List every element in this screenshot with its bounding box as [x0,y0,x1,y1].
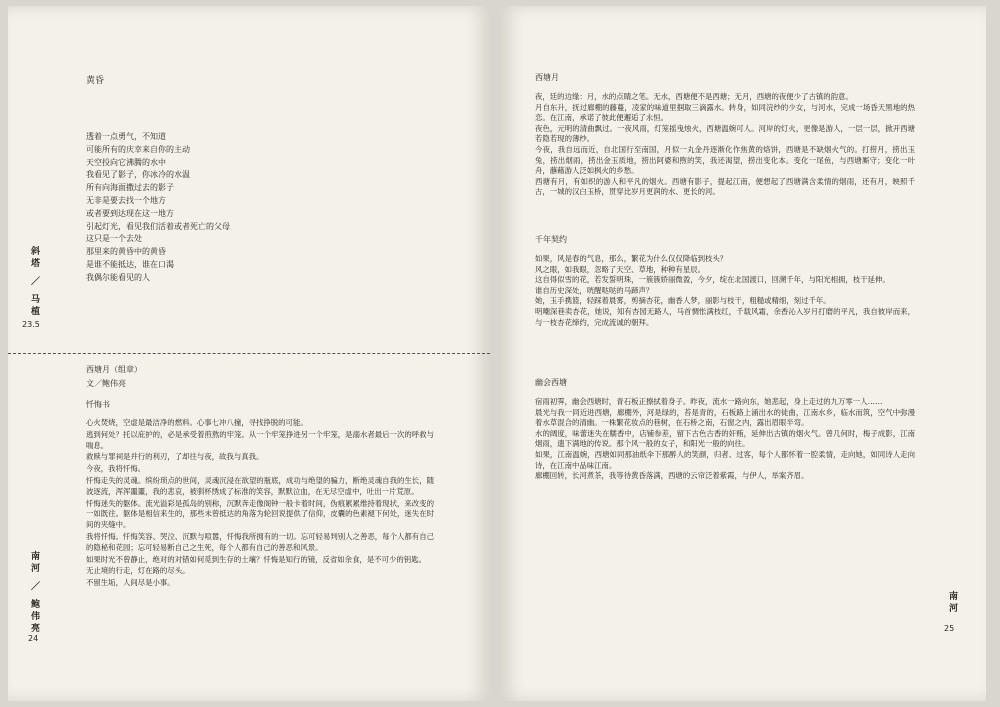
paragraph: 如果时光不曾静止，绝对的对错如何觅到生存的土壤？忏悔是知行的镜，反省如余食，是不可少的钥匙。 [86,554,426,564]
section-body [535,254,915,328]
paragraph: 廊棚回转，长河煮茶，我等待黄昏落满，西塘的云帘泛着紫霞，与伊人，举案齐眉。 [535,471,809,481]
paragraph: 晨光与我一同近进西塘，廊棚外，河是绿的，苔是青的，石板路上涌出水的徒曲，江南水乡，临水而筑，空气中弥漫着水草混合的清幽。一株繁花妆点的巷树，在石桥之南，石窗之内，露出眉眼半弯。 [535,407,915,428]
poem-line: 透着一点勇气，不知道 [86,132,166,141]
page-number: 24 [28,634,39,643]
paragraph: 不留生垢，人间尽是小事。 [86,578,175,588]
byline: 文／鲍伟亮 [86,379,126,388]
paragraph: 西塘有月，有如织的游人和平凡的烟火。西塘有影子，提起江南，便想起了西塘满含柔情的烟雨，还有月，映照千古，一城的汉白玉桥，贯穿比岁月更润的水、更长的河。 [535,176,915,197]
section-body [535,397,915,482]
paragraph: 今夜，我自远而近，自北国行至南国，月似一丸金丹逐渐化作焦黄的烙饼，西塘是不缺烟火气的。打捞月，捞出玉兔，捞出烟雨，捞出金玉质地，捞出阿婆和煦的笑，我还渴望，捞出变化本。变化一尾鱼，与西塘厮守；变化一叶舟，蘸藉游人泛如枫火的乡愁。 [535,144,915,176]
poem-line: 所有向海面撒过去的影子 [86,183,174,193]
paragraph: 夜，廷的边缘：月，水的点睛之笔。无水，西塘便不是西塘；无月，西塘的夜便少了古镇的韵意。 [535,92,853,101]
poem-line: 天空投向它沸腾的水中 [86,157,166,167]
paragraph: 如果，风是春的气息，那么，繁花为什么仅仅降临到枝头？ [535,254,728,263]
paragraph: 宿雨初霁，幽会西塘时，青石板正擦拭着身子。昨夜，流水一路向东，她悲起，身上走过的九万零一人…… [535,397,883,406]
paragraph: 我将忏悔。忏悔笑容、哭泣、沉默与喧嚣，忏悔我所拥有的一切。忘可轻易判别人之善恶，每个人都有自己的隐秘和花园；忘可轻易断自己之生死，每个人都有自己的善恶和风景。 [86,531,434,552]
right-section [535,234,915,328]
right-section [535,72,915,198]
section-body [535,92,915,198]
paragraph: 无止境的行走，灯在路的尽头。 [86,566,190,576]
section-divider [8,353,490,354]
paragraph: 她，玉手携篮，轻踩着晨雾，剪摘杏花，幽香人梦，丽影与枝干，粗糙或精细，刻过千年。 [535,296,831,306]
paragraph: 心火焚烧，空虚是最洁净的燃料。心事七冲八撞，寻找挣脱的可能。 [86,418,308,427]
poem-line: 可能所有的庆幸来自你的主动 [86,144,190,154]
paragraph: 如果，江南温婉，西塘如同那油纸伞下那醉人的笑颜，归者、过客，每个人都怀着一腔柔情，走向她，如同诗人走向诗，在江南中品味江南。 [535,449,915,470]
paragraph: 忏悔迷失的躯体。流光溢彩是孤岛的别称，沉默奔走像阁钟一般卡着时间，伪痕累累维持着现状，来改变的一如既往。躯体是相信来生的，那些未曾抵达的角落为轮回说提供了信仰，皮囊的色素褪下何处，迷失在时间的夹缝中。 [86,498,434,530]
paragraph: 今夜，我将忏悔。 [86,464,146,474]
section-title: 西塘月（组章） [86,365,142,374]
poem-line: 无非是要去找一个地方 [86,195,166,205]
prose-body [86,418,434,590]
poem-title: 黄昏 [86,76,105,86]
issue-date: 23.5 [22,320,40,329]
paragraph: 明嘲深巷卖杏花，她说，知有杏园无路人，马首惆怅满枝红，千载风霜，余香沁入岁月打磨的平凡，我自彼岸而来，与一枝杏花缔约，完成流诚的朝拜。 [535,306,915,327]
poem-line: 我偶尔能看见的人 [86,272,150,282]
paragraph: 这自得似雪的花，若发誓明珠，一簇簇娇丽微盈，今夕，绽在北国渡口，回溯千年，与阳光相拥，枝干延伸。 [535,275,890,285]
section-heading: 千年契约 [535,235,567,244]
page-number: 25 [944,624,955,633]
paragraph: 夜色，元明的清曲飘过。一夜风雨，灯笼摇曳烛火，西塘温婉可人。河岸的灯火，更像是游人，一层一层，掀开西塘若隐若现的薄纱。 [535,123,915,144]
lower-vertical-author: 南河 ／ 鲍伟亮 [29,551,39,636]
paragraph: 水的阔度，味蕾迷失在糯香中，店铺参差，留下古色古香的奸贿，延伸出古镇的烟火气。曾几何时，梅子成影，江南烟雨，遗下满地的传说。那个风一般的女子，和阳光一般的向往。 [535,428,915,449]
upper-vertical-author: 斜塔 ／ 马植 [29,246,39,319]
poem-line: 或者要到达现在这一地方 [86,208,174,218]
poem-lines [86,131,306,285]
poem-line: 那里来的黄昏中的黄昏 [86,247,166,257]
paragraph: 忏悔走失的灵魂。缤纷琐点的世间，灵魂沉浸在欲望的瓶底，成功与绝望的骗力，断绝灵魂自我的生长，随波逐流，浑浑噩噩，我的悲哀，被驯杯绣成了标准的笑容，默默泣血，在无尽空虚中，吐出一片荒原。 [86,475,434,496]
poem-line: 这只是一个去处 [86,234,142,244]
section-heading: 西塘月 [535,73,559,82]
paragraph: 谁自历史深处，咣醒哒哒的马蹄声？ [535,285,654,295]
poem-line: 我看见了影子，你冰冷的水温 [86,170,190,180]
section-heading: 幽会西塘 [535,378,567,387]
paragraph: 逃到何处？托以庇护的，必是承受着煎熬的牢笼。从一个牢笼挣进另一个牢笼，是溺水者最后一次的呼救与喘息。 [86,429,434,450]
paragraph: 救赎与罪祠是并行的利刃，了却往与夜，故我与真我。 [86,452,264,462]
poem-line: 是谁不能抵达，谁在口渴 [86,259,174,269]
left-page [8,6,490,701]
paragraph: 风之眼，如我眼，忽略了天空、草地，种种有星辰。 [535,264,705,274]
paragraph: 月自东升，抚过廊棚的藤蔓，凌家的味道里掴取三滴露水。转身，如同浣纱的少女，与河水，完成一场昏天黑地的热恋。在江南，承诺了彼此便邂逅了永恒。 [535,102,915,123]
poem-line: 引起灯光，看见我们活着或者死亡的父母 [86,221,230,231]
subtitle: 忏悔书 [86,400,110,409]
right-section [535,377,915,482]
vertical-label: 南河 [947,591,957,615]
right-page [500,6,986,701]
